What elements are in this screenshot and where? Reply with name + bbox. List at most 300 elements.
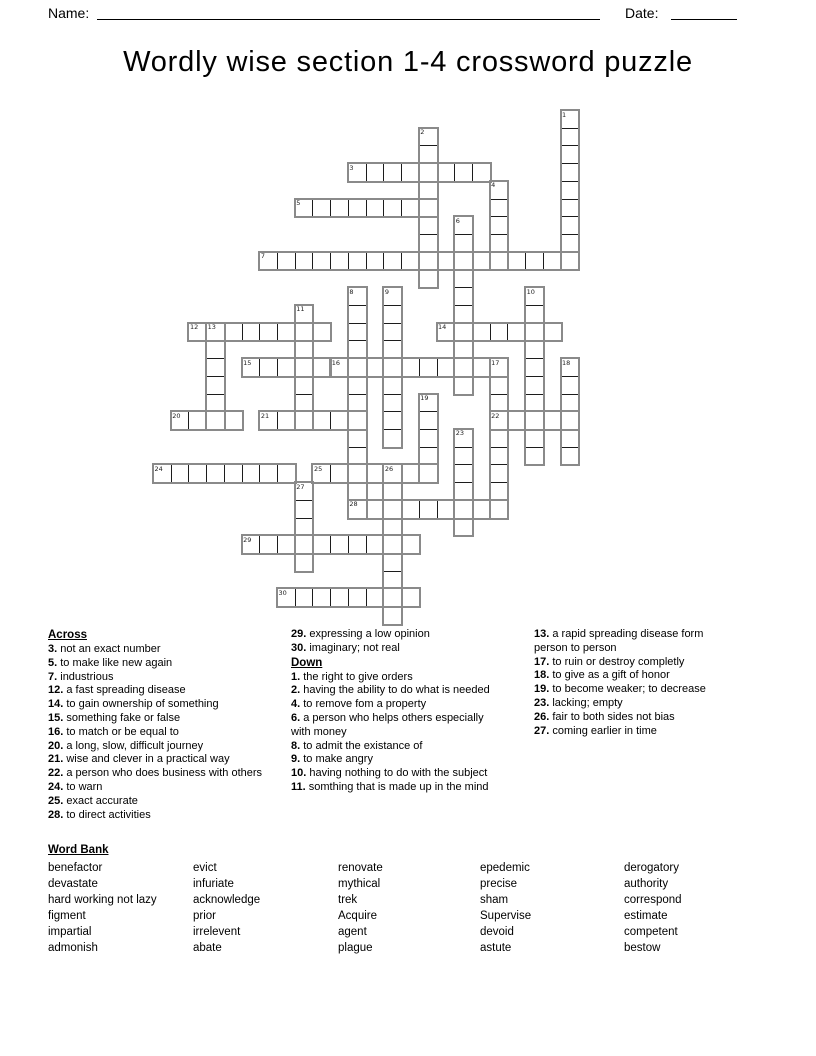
clue-number: 12. [48,684,64,697]
crossword-cell [525,340,544,359]
clue-number: 7. [48,670,58,683]
crossword-cell [366,535,385,554]
clue-number: 17. [534,655,550,668]
crossword-cell [330,464,349,483]
cell-number-label: 3 [349,163,354,172]
crossword-cell [295,376,314,395]
crossword-cell [277,535,296,554]
crossword-cell [490,376,509,395]
crossword-cell [295,518,314,537]
cell-number-label: 22 [491,411,500,420]
word-bank-item: hard working not lazy [48,894,157,906]
down-heading: Down [291,656,323,669]
clue-across-14: 14. to gain ownership of something [48,698,219,711]
cell-number-label: 27 [296,482,305,491]
crossword-cell [490,482,509,501]
crossword-cell [259,464,278,483]
crossword-cell [454,518,473,537]
word-bank-item: trek [338,894,358,906]
crossword-cell [490,323,509,342]
across-clues-column [48,628,270,822]
crossword-cell [383,340,402,359]
crossword-cell [366,199,385,218]
crossword-cell [295,588,314,607]
crossword-cell [330,588,349,607]
crossword-cell [259,358,278,377]
word-bank-item: Supervise [480,910,532,922]
crossword-cell [490,464,509,483]
crossword-cell [419,411,438,430]
word-bank-item: figment [48,910,86,922]
crossword-cell [312,535,331,554]
crossword-cell [206,464,225,483]
clue-number: 28. [48,808,64,821]
crossword-cell [561,234,580,253]
clue-across-3: 3. not an exact number [48,643,161,655]
clue-down-6: 6. a person who helps others especially with money [291,711,484,738]
cell-number-label: 24 [154,464,163,473]
crossword-cell [366,163,385,182]
crossword-cell [383,429,402,448]
crossword-cell [437,252,456,271]
crossword-cell [525,305,544,324]
crossword-cell [401,358,420,377]
crossword-cell [490,429,509,448]
crossword-cell [490,447,509,466]
crossword-cell [419,234,438,253]
crossword-cell [525,252,544,271]
clue-number: 18. [534,669,550,682]
crossword-cell [543,411,562,430]
crossword-cell [366,588,385,607]
crossword-cell [295,535,314,554]
clue-down-1: 1. the right to give orders [291,670,413,683]
clue-number: 11. [291,780,306,793]
clue-across-21: 21. wise and clever in a practical way [48,753,230,766]
cell-number-label: 12 [189,323,199,332]
word-bank-heading: Word Bank [48,844,109,856]
crossword-cell [383,588,402,607]
word-bank-item: estimate [624,910,668,922]
word-bank-column-3 [338,860,383,956]
crossword-cell [525,376,544,395]
clue-number: 21. [48,753,64,766]
word-bank-item: correspond [624,894,682,906]
clue-number: 3. [48,643,58,655]
crossword-cell [490,199,509,218]
crossword-cell [561,216,580,235]
cell-number-label: 28 [349,500,358,509]
clue-across-7: 7. industrious [48,670,114,683]
word-bank-item: acknowledge [193,894,261,906]
crossword-cell [561,394,580,413]
crossword-cell [437,163,456,182]
crossword-cell [454,234,473,253]
word-bank-column-5 [624,860,682,956]
crossword-cell [171,464,190,483]
crossword-cell [312,323,331,342]
clue-number: 15. [48,711,64,724]
word-bank-item: prior [193,910,217,922]
clue-across-15: 15. something fake or false [48,711,181,724]
crossword-cell [561,429,580,448]
crossword-cell [366,464,385,483]
crossword-cell [348,199,367,218]
word-bank-item: derogatory [624,862,679,874]
clue-down-27: 27. coming earlier in time [534,724,657,737]
crossword-cell [419,145,438,164]
crossword-cell [383,252,402,271]
crossword-cell [525,411,544,430]
clue-number: 20. [48,739,64,752]
clue-number: 24. [48,780,64,793]
crossword-cell [454,376,473,395]
crossword-cell [454,287,473,306]
cell-number-label: 21 [260,411,270,420]
word-bank-item: Acquire [338,910,377,922]
crossword-cell [348,305,367,324]
word-bank-item: astute [480,942,512,954]
crossword-cell [454,340,473,359]
crossword-cell [419,181,438,200]
clue-across-30: 30. imaginary; not real [291,641,400,654]
cell-number-label: 30 [278,588,287,597]
crossword-cell [472,500,491,519]
clue-down-11: 11. somthing that is made up in the mind [291,780,489,793]
down-clues-column [534,628,736,738]
crossword-cell [454,358,473,377]
clue-down-13: 13. a rapid spreading disease form person to person [534,628,704,654]
crossword-cell [401,588,420,607]
clue-down-19: 19. to become weaker; to decrease [534,683,706,696]
crossword-cell [490,216,509,235]
crossword-cell [312,199,331,218]
clue-across-22: 22. a person who does business with others [48,767,263,780]
word-bank-item: precise [480,878,518,890]
middle-clues-column [291,628,501,795]
crossword-cell [525,394,544,413]
cell-number-label: 1 [562,110,567,119]
name-label: Name: [48,5,90,21]
clue-number: 29. [291,628,307,640]
clue-across-28: 28. to direct activities [48,808,151,821]
crossword-cell [224,411,243,430]
crossword-cell [454,252,473,271]
crossword-cell [507,323,526,342]
cell-number-label: 2 [420,128,425,137]
clue-number: 13. [534,628,550,640]
crossword-cell [348,376,367,395]
cell-number-label: 18 [562,358,571,367]
crossword-cell [383,199,402,218]
crossword-cell [490,500,509,519]
crossword-cell [525,323,544,342]
word-bank-item: infuriate [193,878,234,890]
clue-number: 5. [48,656,58,669]
crossword-cell [295,358,314,377]
crossword-cell [383,394,402,413]
crossword-cell [242,464,261,483]
crossword-cell [472,323,491,342]
crossword-cell [348,323,367,342]
crossword-cell [561,199,580,218]
clue-number: 19. [534,683,550,696]
crossword-cell [454,269,473,288]
word-bank-item: epedemic [480,862,530,874]
crossword-cell [224,464,243,483]
crossword-cell [383,376,402,395]
crossword-cell [330,252,349,271]
cell-number-label: 9 [384,287,389,296]
clue-down-9: 9. to make angry [291,753,373,766]
cell-number-label: 4 [491,181,496,190]
across-heading: Across [48,629,87,641]
crossword-cell [561,411,580,430]
cell-number-label: 17 [491,358,500,367]
crossword-cell [295,323,314,342]
crossword-cell [419,269,438,288]
crossword-cell [277,252,296,271]
cell-number-label: 7 [260,252,265,261]
crossword-cell [561,128,580,147]
crossword-cell [206,394,225,413]
crossword-cell [277,358,296,377]
cell-number-label: 29 [243,535,252,544]
crossword-cell [401,199,420,218]
crossword-cell [295,411,314,430]
crossword-cell [348,411,367,430]
crossword-cell [295,340,314,359]
crossword-cell [330,199,349,218]
cell-number-label: 10 [526,287,535,296]
crossword-cell [507,252,526,271]
clue-across-12: 12. a fast spreading disease [48,684,186,697]
crossword-cell [383,358,402,377]
crossword-cell [206,411,225,430]
crossword-cell [561,145,580,164]
crossword-cell [383,482,402,501]
crossword-cell [366,358,385,377]
crossword-cell [419,163,438,182]
crossword-cell [383,323,402,342]
clue-number: 30. [291,641,307,654]
cell-number-label: 8 [349,287,354,296]
clue-number: 23. [534,696,550,709]
word-bank-column-2 [193,860,260,956]
crossword-cell [206,358,225,377]
crossword-cell [419,500,438,519]
word-bank-item: agent [338,926,367,938]
page-title: Wordly wise section 1-4 crossword puzzle [123,46,693,78]
crossword-cell [383,500,402,519]
crossword-cell [454,163,473,182]
crossword-cell [348,358,367,377]
crossword-cell [383,305,402,324]
clue-number: 27. [534,724,550,737]
word-bank-item: mythical [338,878,381,890]
crossword-cell [472,252,491,271]
word-bank-item: admonish [48,942,98,954]
crossword-cell [419,447,438,466]
cell-number-label: 6 [455,216,460,225]
clue-number: 6. [291,711,301,724]
crossword-cell [401,163,420,182]
cell-number-label: 20 [172,411,181,420]
crossword-cell [454,464,473,483]
date-label: Date: [625,5,659,21]
crossword-cell [561,181,580,200]
word-bank-item: sham [480,894,509,906]
crossword-cell [206,340,225,359]
crossword-cell [312,358,331,377]
crossword-cell [312,411,331,430]
word-bank-item: competent [624,926,678,938]
crossword-cell [383,163,402,182]
crossword-cell [401,535,420,554]
clue-down-8: 8. to admit the existance of [291,739,423,752]
crossword-cell [295,553,314,572]
crossword-cell [383,553,402,572]
cell-number-label: 14 [438,323,447,332]
crossword-cell [437,500,456,519]
crossword-cell [543,323,562,342]
crossword-cell [188,411,207,430]
crossword-cell [277,411,296,430]
crossword-cell [561,252,580,271]
clue-down-10: 10. having nothing to do with the subject [291,767,488,780]
crossword-cell [383,535,402,554]
clue-down-17: 17. to ruin or destroy completly [534,655,685,668]
word-bank-column-4 [480,860,531,956]
crossword-cell [472,163,491,182]
cell-number-label: 5 [296,199,301,208]
clue-down-4: 4. to remove fom a property [291,698,427,711]
crossword-cell [437,358,456,377]
crossword-cell [472,358,491,377]
crossword-cell [401,252,420,271]
clue-number: 14. [48,698,64,711]
crossword-cell [348,535,367,554]
word-bank-item: bestow [624,942,661,954]
crossword-cell [561,376,580,395]
clue-number: 25. [48,794,64,807]
crossword-cell [525,447,544,466]
crossword-cell [401,464,420,483]
crossword-cell [206,376,225,395]
crossword-cell [330,535,349,554]
clue-across-16: 16. to match or be equal to [48,725,179,738]
clue-down-26: 26. fair to both sides not bias [534,710,675,723]
clue-number: 4. [291,698,301,711]
crossword-cell [561,163,580,182]
clue-across-29: 29. expressing a low opinion [291,628,430,640]
crossword-cell [454,482,473,501]
word-bank-item: plague [338,942,373,954]
clue-number: 2. [291,684,301,697]
crossword-cell [277,464,296,483]
cell-number-label: 23 [455,429,465,438]
clue-across-5: 5. to make like new again [48,656,173,669]
crossword-cell [419,252,438,271]
crossword-cell [348,482,367,501]
word-bank-item: impartial [48,926,92,938]
crossword-cell [525,429,544,448]
crossword-cell [366,500,385,519]
crossword-cell [454,500,473,519]
crossword-cell [330,411,349,430]
cell-number-label: 15 [243,358,252,367]
clue-number: 9. [291,753,301,766]
crossword-cell [561,447,580,466]
crossword-cell [366,252,385,271]
crossword-cell [419,216,438,235]
crossword-cell [507,411,526,430]
word-bank-item: benefactor [48,862,103,874]
clue-number: 26. [534,710,550,723]
clue-number: 16. [48,725,64,738]
crossword-cell [525,358,544,377]
crossword-cell [242,323,261,342]
crossword-cell [295,252,314,271]
cell-number-label: 25 [313,464,323,473]
cell-number-label: 16 [331,358,340,367]
cell-number-label: 19 [420,394,429,403]
crossword-cell [188,464,207,483]
crossword-cell [401,500,420,519]
word-bank-item: irrelevent [193,926,241,938]
cell-number-label: 13 [207,323,216,332]
clue-down-18: 18. to give as a gift of honor [534,669,670,682]
word-bank-item: devoid [480,926,514,938]
crossword-cell [543,252,562,271]
crossword-cell [348,588,367,607]
crossword-cell [490,234,509,253]
crossword-cell [383,571,402,590]
cell-number-label: 26 [384,464,394,473]
crossword-cell [419,199,438,218]
crossword-cell [383,518,402,537]
clue-number: 8. [291,739,301,752]
clue-across-20: 20. a long, slow, difficult journey [48,739,204,752]
crossword-cell [348,252,367,271]
crossword-cell [295,394,314,413]
crossword-cell [295,500,314,519]
clue-across-25: 25. exact accurate [48,794,138,807]
crossword-cell [348,447,367,466]
crossword-cell [224,323,243,342]
crossword-cell [348,429,367,448]
crossword-cell [277,323,296,342]
cell-number-label: 11 [296,305,305,314]
clue-down-23: 23. lacking; empty [534,696,623,709]
clue-across-24: 24. to warn [48,780,103,793]
clue-number: 10. [291,767,307,780]
crossword-cell [490,394,509,413]
crossword-cell [259,535,278,554]
crossword-cell [419,358,438,377]
crossword-cell [383,411,402,430]
crossword-cell [383,606,402,625]
crossword-cell [454,323,473,342]
crossword-cell [312,588,331,607]
crossword-cell [348,394,367,413]
crossword-cell [419,429,438,448]
crossword-cell [348,464,367,483]
crossword-cell [490,252,509,271]
crossword-cell [348,340,367,359]
clue-number: 1. [291,670,301,683]
clue-number: 22. [48,767,64,780]
